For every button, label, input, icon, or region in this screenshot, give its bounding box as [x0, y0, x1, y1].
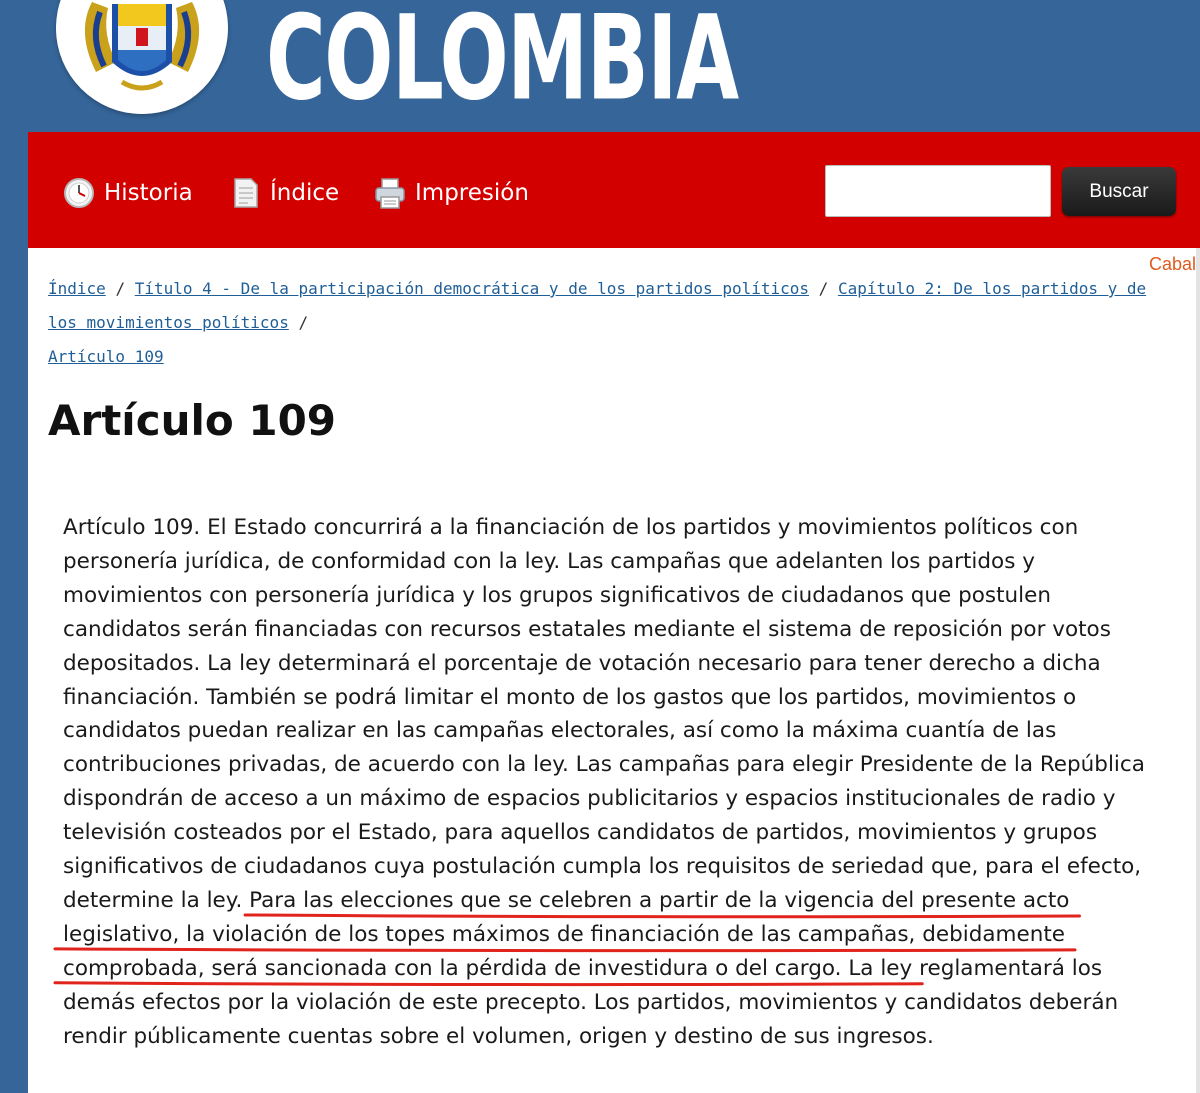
search-input[interactable]: [825, 165, 1051, 217]
site-title: COLOMBIA: [266, 0, 738, 127]
breadcrumb-item-indice[interactable]: Índice: [48, 279, 106, 298]
article-text-highlighted: Para las elecciones que se celebren a partir de la vigencia del presente acto legislativo, la violación de los topes máximos de financiación de las campañas, debidamente comprobada, será sancionada con la pérdida de investidura o del cargo. La ley: [63, 887, 1070, 981]
nav-impresion[interactable]: [373, 176, 529, 210]
breadcrumb-item-articulo[interactable]: Artículo 109: [48, 347, 164, 366]
document-icon: [228, 176, 262, 210]
clock-icon: [62, 176, 96, 210]
search-button[interactable]: Buscar: [1062, 167, 1176, 216]
breadcrumb-item-capitulo[interactable]: Capítulo 2: De los partidos y de los movimientos políticos: [48, 279, 1147, 332]
breadcrumb-item-titulo[interactable]: Título 4 - De la participación democrática y de los partidos políticos: [134, 279, 810, 298]
page-title: Artículo 109: [48, 396, 337, 445]
nav-impresion-label: Impresión: [415, 180, 529, 206]
article-text-after: reglamentará los demás efectos por la violación de este precepto. Los partidos, movimientos y candidatos deberán rendir públicamente cuentas sobre el volumen, origen y destino de sus ingresos.: [63, 955, 1119, 1049]
breadcrumb-separator: /: [818, 279, 829, 298]
nav-historia-label: Historia: [104, 180, 193, 206]
nav-indice[interactable]: [228, 176, 339, 210]
breadcrumb-separator: /: [115, 279, 126, 298]
nav-indice-label: Índice: [270, 180, 340, 206]
article-body: [63, 511, 1168, 1054]
nav-bar: [28, 132, 1200, 248]
language-link[interactable]: Cabal: [1148, 254, 1196, 274]
breadcrumb: [48, 272, 1168, 374]
breadcrumb-separator: /: [298, 313, 309, 332]
nav-historia[interactable]: [62, 176, 193, 210]
site-header: [0, 0, 1200, 132]
printer-icon: [373, 176, 407, 210]
article-text-before: Artículo 109. El Estado concurrirá a la financiación de los partidos y movimientos políticos con personería jurídica, de conformidad con la ley. Las campañas que adelanten los partidos y movimientos con personería jurídica y los grupos significativos de ciudadanos que postulen candidatos serán financiadas con recursos estatales mediante el sistema de reposición por votos depositados. La ley determinará el porcentaje de votación necesario para tener derecho a dicha financiación. También se podrá limitar el monto de los gastos que los partidos, movimientos o candidatos puedan realizar en las campañas electorales, así como la máxima cuantía de las contribuciones privadas, de acuerdo con la ley. Las campañas para elegir Presidente de la República dispondrán de acceso a un máximo de espacios publicitarios y espacios institucionales de radio y televisión costeados por el Estado, para aquellos candidatos de partidos, movimientos y grupos significativos de ciudadanos cuya postulación cumpla los requisitos de seriedad que, para el efecto, determine la ley.: [63, 515, 1145, 913]
main-content: [28, 248, 1200, 1093]
coat-of-arms-logo[interactable]: [56, 0, 228, 114]
